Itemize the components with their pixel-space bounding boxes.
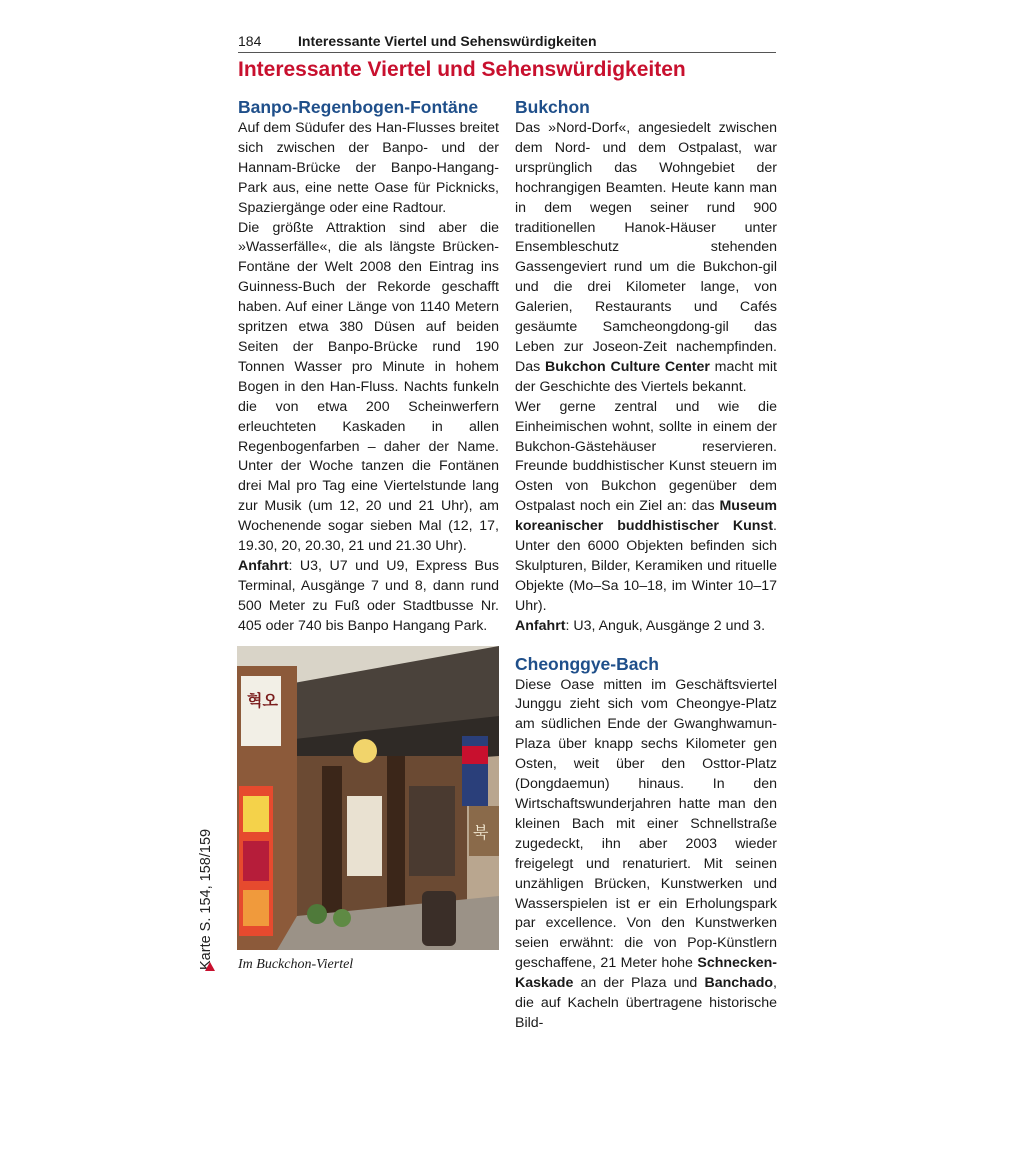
- bold-term: Schnecken-Kaskade: [515, 955, 777, 992]
- anfahrt-text: : U3, U7 und U9, Express Bus Terminal, Ausgänge 7 und 8, dann rund 500 Meter zu Fuß oder Stadtbusse Nr. 405 oder 740 bis Banpo Hangang Park.: [238, 557, 499, 634]
- section-heading-bukchon: Bukchon: [515, 97, 590, 117]
- map-reference: [198, 828, 218, 1170]
- banpo-paragraph-1: Auf dem Südufer des Han-Flusses breitet sich zwischen der Banpo- und der Hannam-Brücke der Banpo-Hangang-Park aus, eine nette Oase für Picknicks, Spaziergänge oder eine Radtour.: [238, 120, 499, 216]
- banpo-paragraph-2: Die größte Attraktion sind aber die »Wasserfälle«, die als längste Brücken-Fontäne der Welt 2008 den Eintrag ins Guinness-Buch der Rekorde geschafft haben. Auf einer Länge von 1140 Metern spritzen etwa 380 Düsen auf beiden Seiten der Banpo-Brücke rund 190 Tonnen Wasser pro Minute in hohem Bogen in den Han-Fluss. Nachts funkeln die von etwa 200 Scheinwerfern erleuchteten Kaskaden in allen Regenbogenfarben – daher der Name. Unter der Woche tanzen die Fontänen drei Mal pro Tag eine Viertelstunde lang zur Musik (um 12, 20 und 21 Uhr), am Wochenende sogar sieben Mal (12, 17, 19.30, 20, 20.30, 21 und 21.30 Uhr).: [238, 219, 499, 555]
- left-column: [238, 96, 499, 637]
- photo-illustration: [237, 646, 499, 950]
- photo-bukchon-alley: [237, 646, 499, 950]
- page-number: 184: [238, 33, 262, 49]
- banpo-anfahrt: [238, 557, 499, 637]
- bold-term: Museum koreanischer buddhistischer Kunst: [515, 498, 777, 535]
- text-span: an der Plaza und: [573, 975, 705, 992]
- right-column: [515, 96, 777, 1034]
- map-reference-text: Karte S. 154, 158/159: [198, 828, 214, 970]
- bukchon-paragraph-2: [515, 398, 777, 617]
- running-head: [238, 30, 776, 53]
- bold-term: Banchado: [704, 975, 774, 992]
- anfahrt-label: Anfahrt: [238, 557, 289, 574]
- shop-sign-text: 혁오: [247, 691, 278, 710]
- text-span: . Unter den 6000 Objekten befinden sich Skulpturen, Bilder, Keramiken und rituelle Objekte (Mo–Sa 10–18, im Winter 10–17 Uhr).: [515, 518, 777, 614]
- chapter-title: Interessante Viertel und Sehenswürdigkeiten: [238, 58, 686, 81]
- text-span: , die auf Kacheln übertragene historische Bild-: [515, 975, 777, 1031]
- section-gap: [515, 637, 777, 653]
- text-span: Wer gerne zentral und wie die Einheimischen wohnt, sollte in einem der Bukchon-Gästehäuser reservieren. Freunde buddhistischer Kunst steuern im Osten von Bukchon gegenüber dem Ostpalast noch ein Ziel an: das: [515, 398, 777, 515]
- bukchon-anfahrt: [515, 617, 777, 637]
- section-heading-banpo: Banpo-Regenbogen-Fontäne: [238, 97, 479, 117]
- text-span: macht mit der Geschichte des Viertels bekannt.: [515, 358, 777, 395]
- bold-term: Bukchon Culture Center: [545, 358, 710, 375]
- section-heading-cheonggye: Cheonggye-Bach: [515, 653, 659, 674]
- bukchon-paragraph-1: [515, 119, 777, 398]
- anfahrt-text: : U3, Anguk, Ausgänge 2 und 3.: [565, 617, 766, 634]
- vertical-sign-text: 북: [473, 823, 489, 842]
- cheonggye-paragraph-1: [515, 676, 777, 1034]
- figure-caption: Im Buckchon-Viertel: [238, 957, 354, 972]
- red-triangle-icon: [205, 962, 215, 971]
- running-title: Interessante Viertel und Sehenswürdigkeiten: [298, 33, 597, 49]
- anfahrt-label: Anfahrt: [515, 617, 566, 634]
- text-span: Diese Oase mitten im Geschäftsviertel Junggu zieht sich vom Cheongye-Platz am südlichen Ende der Gwanghwamun-Plaza über knapp sechs Kilometer gen Osten, weit über den Osttor-Platz (Dongdaemun) hinaus. In den Wirtschaftswunderjahren hatte man den kleinen Bach mit einer Schnellstraße zugedeckt, ihn aber 2003 wieder freigelegt und renaturiert. Mit seinen unzähligen Brücken, Kunstwerken und Wasserspielen ist er ein Erholungspark par excellence. Von den Kunstwerken seien erwähnt: die von Pop-Künstlern geschaffene, 21 Meter hohe: [515, 676, 777, 972]
- text-span: Das »Nord-Dorf«, angesiedelt zwischen dem Nord- und dem Ostpalast, war ursprünglich das Wohngebiet der hochrangigen Beamten. Heute kann man in dem wegen seiner rund 900 traditionellen Hanok-Häuser unter Ensembleschutz stehenden Gassengeviert rund um die Bukchon-gil und die drei Kilometer lange, von Galerien, Restaurants und Cafés gesäumte Samcheongdong-gil das Leben zur Joseon-Zeit nachempfinden. Das: [515, 120, 777, 375]
